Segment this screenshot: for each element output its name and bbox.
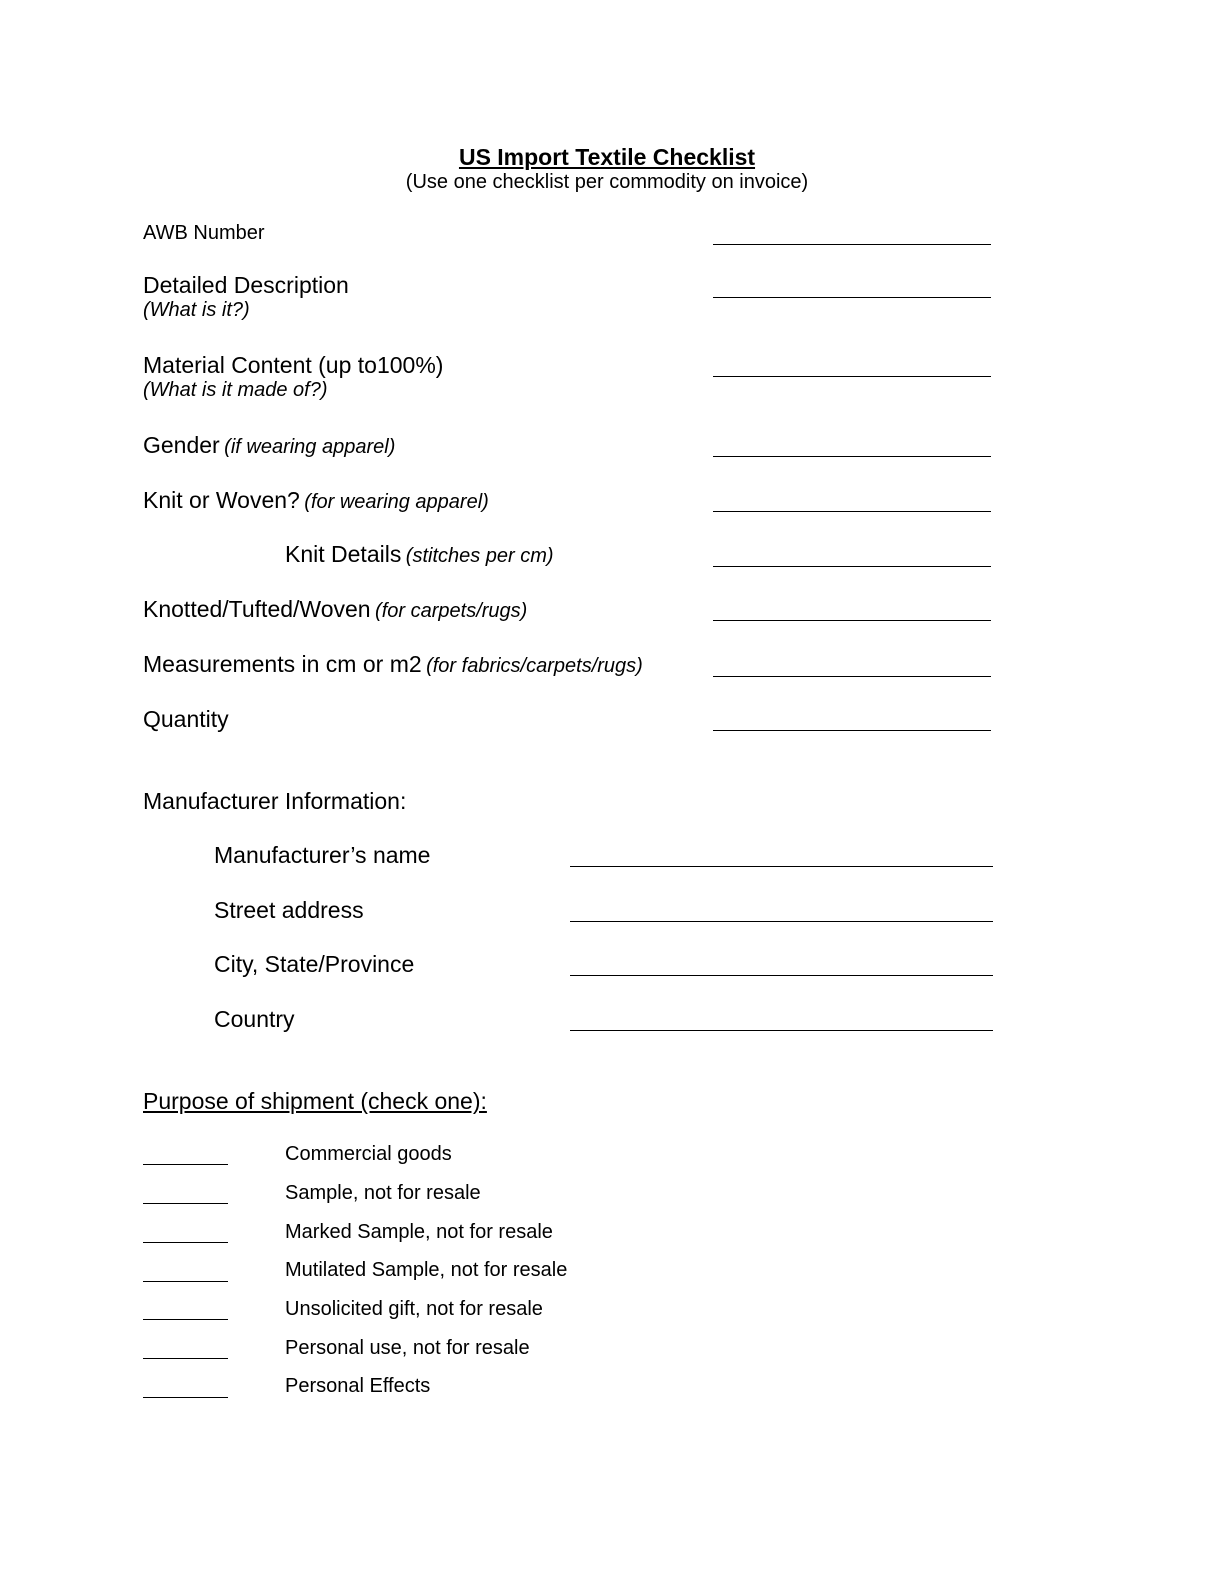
country-field[interactable] <box>570 1030 993 1031</box>
purpose-check-blank[interactable] <box>143 1281 228 1282</box>
knit-details-row-label <box>285 541 554 568</box>
country-label: Country <box>214 1006 295 1032</box>
knotted-field[interactable] <box>713 620 991 621</box>
knit-details-label: Knit Details <box>285 541 402 567</box>
purpose-check-blank[interactable] <box>143 1203 228 1204</box>
material-label: Material Content (up to100%) <box>143 352 444 378</box>
description-field[interactable] <box>713 297 991 298</box>
manufacturer-name-label: Manufacturer’s name <box>214 842 431 868</box>
knit-details-field[interactable] <box>713 566 991 567</box>
quantity-label: Quantity <box>143 706 229 732</box>
measurements-row-label <box>143 651 643 678</box>
knotted-note: (for carpets/rugs) <box>375 600 528 622</box>
street-address-label: Street address <box>214 897 364 923</box>
street-address-field[interactable] <box>570 921 993 922</box>
purpose-check-blank[interactable] <box>143 1319 228 1320</box>
manufacturer-heading: Manufacturer Information: <box>143 788 407 814</box>
knit-woven-note: (for wearing apparel) <box>304 491 489 513</box>
quantity-field[interactable] <box>713 730 991 731</box>
awb-field[interactable] <box>713 244 991 245</box>
purpose-heading: Purpose of shipment (check one): <box>143 1088 487 1114</box>
purpose-check-blank[interactable] <box>143 1358 228 1359</box>
measurements-label: Measurements in cm or m2 <box>143 651 422 677</box>
city-state-field[interactable] <box>570 975 993 976</box>
purpose-option: Marked Sample, not for resale <box>285 1221 553 1243</box>
gender-field[interactable] <box>713 456 991 457</box>
measurements-field[interactable] <box>713 676 991 677</box>
purpose-check-blank[interactable] <box>143 1164 228 1165</box>
material-field[interactable] <box>713 376 991 377</box>
gender-note: (if wearing apparel) <box>224 436 396 458</box>
page-title: US Import Textile Checklist <box>458 144 756 170</box>
purpose-option: Unsolicited gift, not for resale <box>285 1298 543 1320</box>
knotted-label: Knotted/Tufted/Woven <box>143 596 371 622</box>
knit-woven-field[interactable] <box>713 511 991 512</box>
purpose-check-blank[interactable] <box>143 1242 228 1243</box>
measurements-note: (for fabrics/carpets/rugs) <box>426 655 643 677</box>
description-label: Detailed Description <box>143 272 349 298</box>
description-note: (What is it?) <box>143 299 250 321</box>
page-subtitle: (Use one checklist per commodity on invoice) <box>405 171 809 193</box>
purpose-option: Commercial goods <box>285 1143 452 1165</box>
city-state-label: City, State/Province <box>214 951 415 977</box>
purpose-check-blank[interactable] <box>143 1397 228 1398</box>
purpose-option: Sample, not for resale <box>285 1182 481 1204</box>
purpose-option: Personal use, not for resale <box>285 1337 530 1359</box>
gender-label: Gender <box>143 432 220 458</box>
knit-woven-label: Knit or Woven? <box>143 487 300 513</box>
gender-row-label <box>143 432 395 459</box>
material-note: (What is it made of?) <box>143 379 328 401</box>
knit-details-note: (stitches per cm) <box>405 545 554 567</box>
manufacturer-name-field[interactable] <box>570 866 993 867</box>
purpose-option: Mutilated Sample, not for resale <box>285 1259 568 1281</box>
awb-label: AWB Number <box>143 222 265 244</box>
knit-woven-row-label <box>143 487 489 514</box>
knotted-row-label <box>143 596 527 623</box>
purpose-option: Personal Effects <box>285 1375 431 1397</box>
